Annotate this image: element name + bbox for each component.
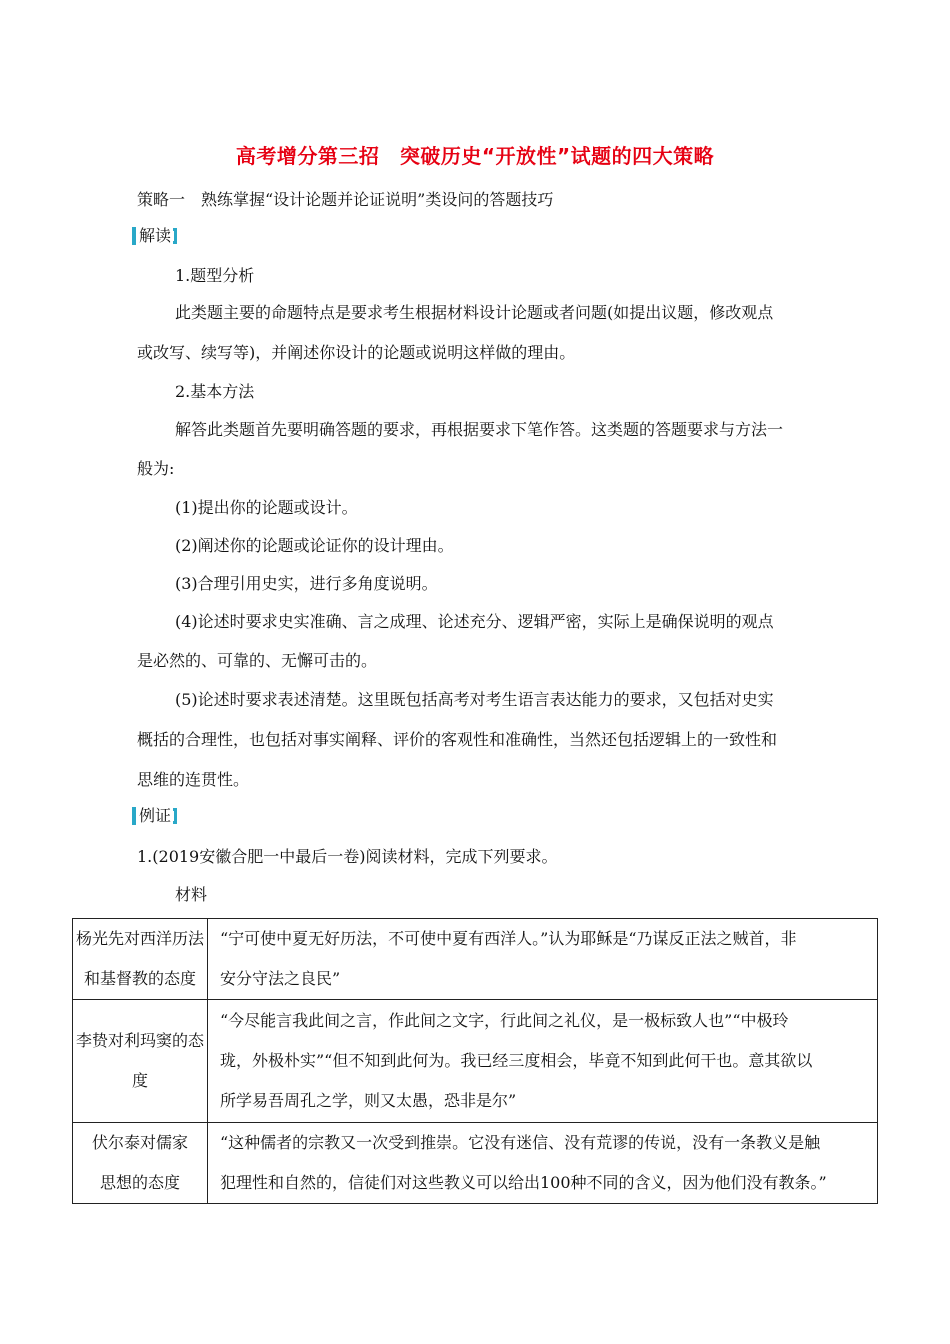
material-label: 材料 (175, 885, 208, 904)
section-heading: 1.题型分析 (175, 266, 255, 285)
tag-bar-icon (132, 807, 136, 825)
tag-label: 例证 (139, 806, 172, 825)
tag-bar-icon (132, 227, 136, 245)
label-line: 李贽对利玛窦的态 (75, 1031, 204, 1050)
list-item: (3)合理引用史实，进行多角度说明。 (175, 574, 438, 593)
section-tag-example (132, 806, 177, 826)
label-line: 和基督教的态度 (83, 969, 196, 988)
page-title: 高考增分第三招 突破历史“开放性”试题的四大策略 (235, 144, 715, 168)
list-item: (1)提出你的论题或设计。 (175, 498, 358, 517)
row-label (73, 1000, 208, 1123)
list-item: 是必然的、可靠的、无懈可击的。 (137, 651, 378, 670)
content-line: “宁可使中夏无好历法，不可使中夏有西洋人。”认为耶稣是“乃谋反正法之贼首，非 (220, 929, 797, 948)
strategy-heading: 策略一 熟练掌握“设计论题并论证说明”类设问的答题技巧 (137, 190, 554, 209)
tag-bracket-icon (173, 228, 177, 244)
content-line: 珑，外极朴实”“但不知到此何为。我已经三度相会，毕竟不知到此何干也。意其欲以 (220, 1051, 813, 1070)
paragraph-line: 此类题主要的命题特点是要求考生根据材料设计论题或者问题(如提出议题，修改观点 (175, 303, 774, 322)
list-item: (4)论述时要求史实准确、言之成理、论述充分、逻辑严密，实际上是确保说明的观点 (175, 612, 774, 631)
row-label (73, 1123, 208, 1204)
label-line: 度 (131, 1071, 148, 1090)
tag-label: 解读 (139, 226, 172, 245)
row-label (73, 919, 208, 1000)
content-line: “这种儒者的宗教又一次受到推崇。它没有迷信、没有荒谬的传说，没有一条教义是触 (220, 1133, 821, 1152)
label-line: 思想的态度 (99, 1173, 180, 1192)
table-row (73, 919, 878, 1000)
tag-bracket-icon (173, 808, 177, 824)
section-tag-interpret (132, 226, 177, 246)
paragraph-line: 解答此类题首先要明确答题的要求，再根据要求下笔作答。这类题的答题要求与方法一 (175, 420, 784, 439)
label-line: 杨光先对西洋历法 (75, 929, 204, 948)
label-line: 伏尔泰对儒家 (91, 1133, 188, 1152)
list-item: (5)论述时要求表述清楚。这里既包括高考对考生语言表达能力的要求，又包括对史实 (175, 690, 774, 709)
content-line: 安分守法之良民” (220, 969, 341, 988)
list-item: 概括的合理性，也包括对事实阐释、评价的客观性和准确性，当然还包括逻辑上的一致性和 (137, 730, 778, 749)
content-line: 犯理性和自然的，信徒们对这些教义可以给出100种不同的含义，因为他们没有教条。” (220, 1173, 827, 1192)
material-table (72, 918, 878, 1204)
row-content (208, 1000, 878, 1123)
content-line: “今尽能言我此间之言，作此间之文字，行此间之礼仪，是一极标致人也”“中极玲 (220, 1011, 789, 1030)
content-line: 所学易吾周孔之学，则又太愚，恐非是尔” (220, 1091, 517, 1110)
paragraph-line: 或改写、续写等)，并阐述你设计的论题或说明这样做的理由。 (137, 343, 576, 362)
section-heading: 2.基本方法 (175, 382, 255, 401)
paragraph-line: 般为: (137, 459, 175, 478)
table-row (73, 1123, 878, 1204)
row-content (208, 1123, 878, 1204)
row-content (208, 919, 878, 1000)
list-item: (2)阐述你的论题或论证你的设计理由。 (175, 536, 454, 555)
list-item: 思维的连贯性。 (137, 770, 250, 789)
table-row (73, 1000, 878, 1123)
question-text: 1.(2019安徽合肥一中最后一卷)阅读材料，完成下列要求。 (137, 847, 558, 866)
